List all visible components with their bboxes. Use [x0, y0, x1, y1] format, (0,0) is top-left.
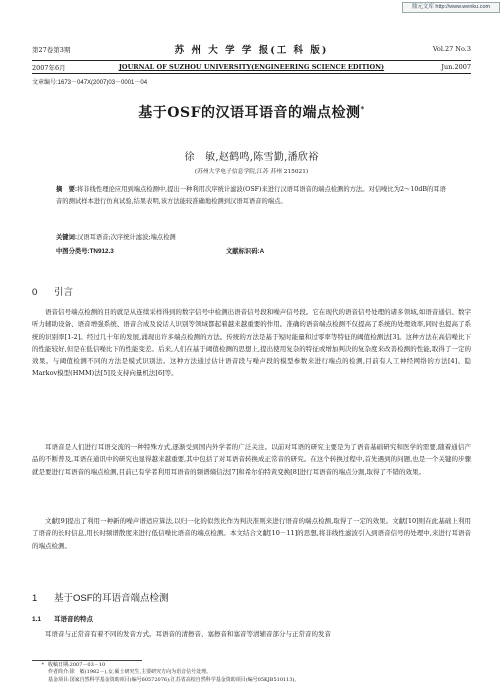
- subsection-title: 耳语音的特点: [54, 616, 93, 623]
- footnote-mark: *: [41, 662, 44, 668]
- section-number: 1: [32, 593, 38, 604]
- intro-paragraph-3: 文献[9]提出了利用一种新的噪声谱适应算法,以归一化的似然比作为判决准则来进行语音的端点检测,取得了一定的效果。文献[10]则在此基础上利用了语音的长时信息,用长时频谱散度来进行低信噪比语音的端点检测。本文结合文献[10－11]的思想,将非线性滤波引入到语音信号的处理中,来进行耳语音的端点检测。: [32, 517, 471, 550]
- footnote-line: * 收稿日期:2007－03－10: [32, 662, 300, 669]
- classification-number: 中图分类号:TN912.3: [56, 248, 114, 255]
- volume-en: Vol.27 No.3: [432, 45, 471, 53]
- section-heading-0: [32, 284, 73, 298]
- date-en: Jun.2007: [441, 63, 471, 71]
- subsection-number: 1.1: [32, 616, 42, 623]
- intro-paragraph-2: 耳语音是人们进行耳语交流的一种特殊方式,逐渐受到国内外学者的广泛关注。以前对耳语的研究主要是为了语音基础研究和医学的需要,随着通信产品的不断普及,耳语在通讯中的研究也显得越来越重要,其中包括了对耳语音转换成正常音的研究。在这个转换过程中,首先遇到的问题,也是一个关键的步骤就是要进行耳语音的端点检测,目前已有学者利用耳语音的频谱熵信法[7]和希尔伯特黄变换[8]进行耳语音的端点分割,取得了不错的效果。: [32, 443, 471, 476]
- section-title: 基于OSF的耳语音端点检测: [54, 593, 169, 604]
- journal-name-cn: 苏 州 大 学 学 报(工 科 版): [174, 45, 329, 56]
- footnote-line: 基金项目:国家自然科学基金资助项目(编号60572076);江苏省高校自然科学基金资助项目(编号05KJB510113)。: [48, 676, 300, 683]
- subsection-heading: [32, 614, 93, 623]
- footnote: [32, 662, 300, 684]
- footnote-line: 作者简介:徐 敏(1982－),女,硕士研究生,主要研究方向为语音信号处理。: [48, 669, 212, 676]
- abstract-label: 摘 要:: [56, 186, 77, 193]
- title-footnote-mark: *: [360, 104, 365, 114]
- header-rule-top: [32, 60, 471, 61]
- section-number: 0: [32, 287, 38, 298]
- keywords-label: 关键词:: [56, 234, 77, 241]
- keywords: [56, 232, 176, 241]
- document-code: 文献标识码:A: [226, 248, 265, 255]
- abstract: [56, 184, 447, 209]
- abstract-text: 将非线性理论应用到端点检测中,提出一种利用次序统计滤波(OSF)来进行汉语耳语音的端点检测的方法。对信噪比为2～10dB的耳语音的测试样本进行仿真试验,结果表明,该方法能较准确地检测到汉语耳语音的端点。: [56, 186, 446, 206]
- section-title: 引言: [54, 287, 74, 298]
- volume-cn: 第27卷第3期: [32, 46, 71, 54]
- journal-name-en: JOURNAL OF SUZHOU UNIVERSITY(ENGINEERING SCIENCE EDITION): [118, 63, 385, 71]
- paper-title: [0, 102, 503, 122]
- article-number: 文章编号:1673－047X(2007)03－0001－04: [32, 80, 148, 86]
- date-cn: 2007年6月: [32, 64, 66, 72]
- download-watermark: 鼎元文库 http://www.wenku.com: [402, 2, 500, 13]
- intro-paragraph-1: 语音信号端点检测的目的就是从连续采样得到的数字信号中检测出语音信号段和噪声信号段。它在现代的语音信号处理的诸多领域,如语音通信、数字听力辅助设备、语音增强系统、语音合成及说话人识别等领域都起着越来越重要的作用。准确的语音端点检测不仅提高了系统的处理效率,同时也提高了系统的识别率[1-2]。经过几十年的发展,涌现出许多端点检测的方法。传统的方法是基于短时能量和过零率等特征的阈值检测法[3]。这种方法在高信噪比下的性能较好,但是在低信噪比下的性能变差。后来,人们在基于阈值检测的思想上,提出使用复杂的特征或增加判决的复杂度来改善检测的性能,取得了一定的效果。与阈值检测不同的方法是模式识别法。这种方法通过估计语音段与噪声段的模型参数来进行端点的检测,目前有人工神经网络的方法[4]、隐Markov模型(HMM)法[5]及支持向量机法[6]等。: [32, 308, 471, 378]
- affiliation: (苏州大学电子信息学院,江苏 苏州 215021): [194, 169, 309, 175]
- section-heading-1: [32, 590, 169, 604]
- footnote-rule: [32, 660, 142, 661]
- author-list: 徐 敏,赵鹤鸣,陈雪勤,潘欣裕: [184, 152, 319, 163]
- keywords-text: 汉语耳语音;次序统计滤波;端点检测: [77, 234, 176, 241]
- paper-title-text: 基于OSF的汉语耳语音的端点检测: [138, 105, 361, 121]
- subsection-paragraph: 耳语音与正常音有着不同的发音方式。耳语音的清擦音、塞擦音和塞音等清辅音部分与正常音的发音: [45, 630, 331, 638]
- header-rule-bottom: [32, 73, 471, 74]
